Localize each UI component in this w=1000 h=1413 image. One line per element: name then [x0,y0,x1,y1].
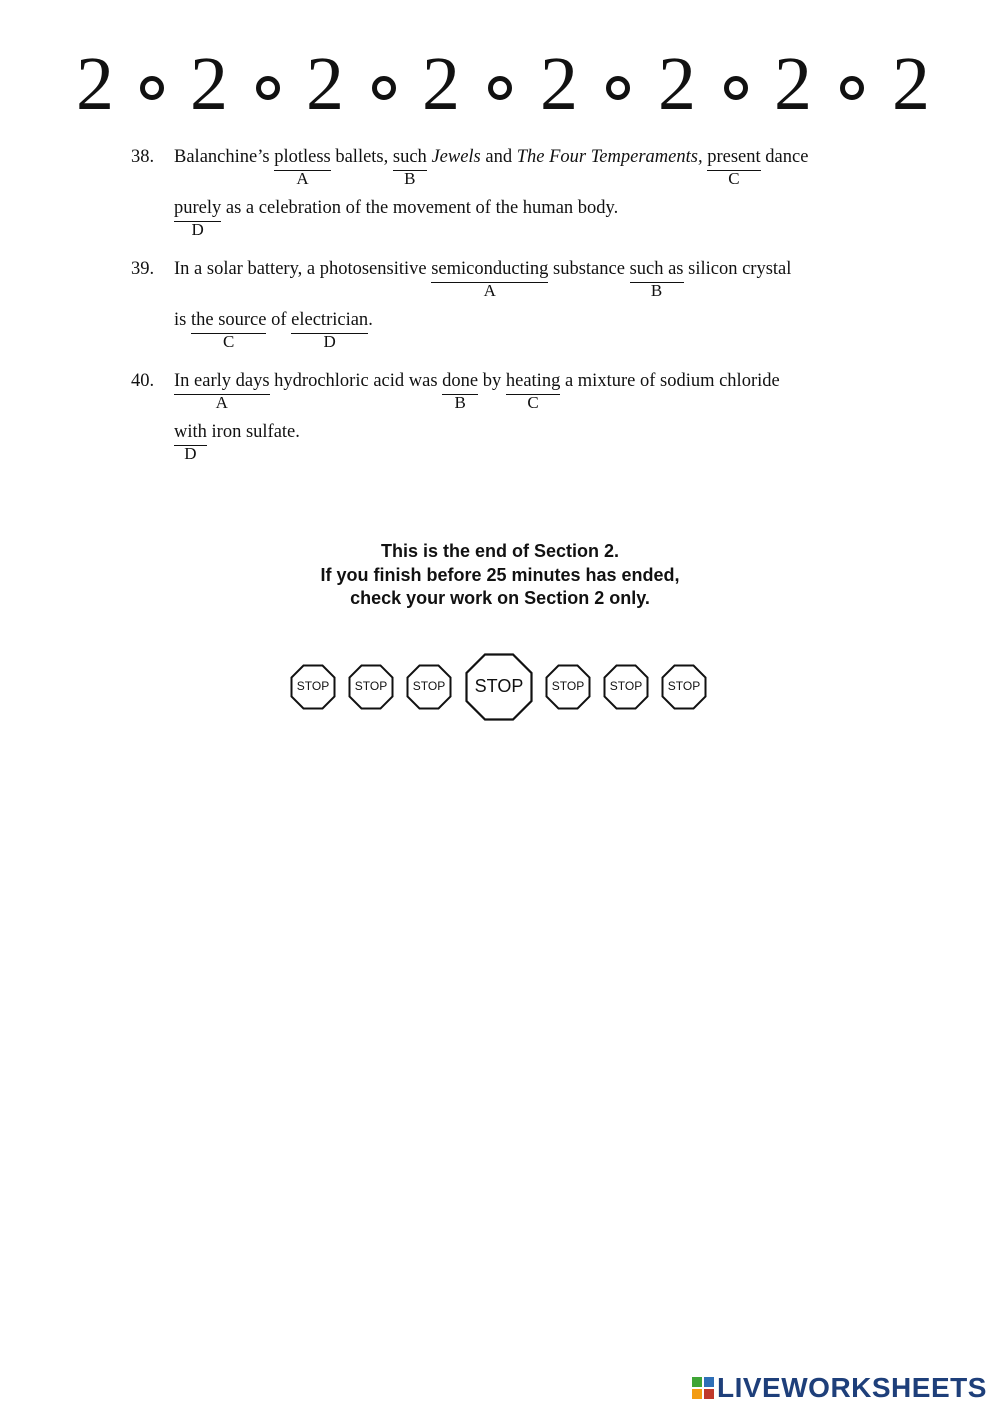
circle-icon [372,76,396,100]
stop-sign-icon [406,664,452,710]
section-number: 2 [540,42,578,126]
end-of-section-notice [0,540,1000,611]
question-text: Balanchine’s [174,147,275,167]
option-c[interactable] [190,310,267,351]
stop-sign-icon [348,664,394,710]
notice-line: check your work on Section 2 only. [350,588,650,608]
stop-label: STOP [354,679,388,693]
option-letter: D [184,444,197,463]
liveworksheets-logo-icon [692,1377,714,1399]
option-letter: C [223,332,235,351]
option-text: done [442,371,479,391]
question-text: hydrochloric acid was [269,371,443,391]
stop-label: STOP [551,679,585,693]
circle-icon [488,76,512,100]
option-letter: B [454,393,466,412]
option-letter: B [404,169,416,188]
stop-sign-icon [290,664,336,710]
question-text: ballets, [330,147,393,167]
circle-icon [840,76,864,100]
option-letter: A [483,281,496,300]
option-b[interactable] [442,371,479,412]
question-text: of [266,310,292,330]
option-letter: C [527,393,539,412]
option-text: with [174,422,207,442]
question-text: and [480,147,517,167]
stop-sign-icon [661,664,707,710]
circle-icon [606,76,630,100]
brand-wordmark: LIVEWORKSHEETS [717,1372,987,1403]
option-b[interactable] [392,147,427,188]
option-c[interactable] [505,371,561,412]
option-a[interactable] [174,371,270,412]
question-line [174,310,373,351]
option-letter: D [323,332,336,351]
option-text: semiconducting [431,259,549,279]
question-text: by [478,371,506,391]
option-letter: A [215,393,228,412]
section-number: 2 [422,42,460,126]
question-line [174,198,619,239]
question-text: In a solar battery, a photosensitive [174,259,432,279]
section-number: 2 [774,42,812,126]
question-text: as a celebration of the movement of the human body. [221,198,619,218]
option-d[interactable] [174,422,207,463]
notice-line: This is the end of Section 2. [380,541,620,561]
circle-icon [140,76,164,100]
stop-sign-icon [603,664,649,710]
stop-sign-icon [465,653,533,721]
question-text: dance [760,147,809,167]
italic-title: The Four Temperaments, [516,147,703,167]
stop-label: STOP [667,679,701,693]
question-number: 40. [131,371,155,391]
question-number: 38. [131,147,155,167]
section-number: 2 [190,42,228,126]
option-text: present [707,147,761,167]
section-number: 2 [306,42,344,126]
section-number: 2 [76,42,114,126]
option-letter: A [296,169,309,188]
question-line [174,422,300,463]
option-text: such [392,147,427,167]
option-d[interactable] [291,310,369,351]
question-text: . [368,310,373,330]
option-letter: C [728,169,740,188]
stop-label: STOP [296,679,330,693]
question-line [174,147,809,188]
stop-label: STOP [412,679,446,693]
option-text: the source [190,310,267,330]
question-text: a mixture of sodium chloride [560,371,780,391]
stop-label: STOP [474,676,524,696]
option-a[interactable] [431,259,549,300]
notice-line: If you finish before 25 minutes has ended, [320,564,680,585]
question-line [174,371,780,412]
option-b[interactable] [629,259,684,300]
question-text: is [174,310,191,330]
stop-sign-icon [545,664,591,710]
option-c[interactable] [707,147,761,188]
option-text: plotless [274,147,331,167]
section-header-band [60,42,950,126]
option-text: purely [174,198,222,218]
circle-icon [256,76,280,100]
option-text: In early days [174,371,270,391]
option-a[interactable] [274,147,331,188]
question-line [174,259,792,300]
option-letter: B [650,281,663,300]
option-letter: D [191,220,204,239]
option-text: such as [629,259,684,279]
italic-title: Jewels [431,147,481,167]
question-text: iron sulfate. [206,422,300,442]
question-text: silicon crystal [683,259,792,279]
option-d[interactable] [174,198,222,239]
circle-icon [724,76,748,100]
question-text: substance [548,259,630,279]
option-text: heating [505,371,561,391]
section-number: 2 [892,42,930,126]
option-text: electrician [291,310,369,330]
question-number: 39. [131,259,155,279]
stop-label: STOP [609,679,643,693]
section-number: 2 [658,42,696,126]
